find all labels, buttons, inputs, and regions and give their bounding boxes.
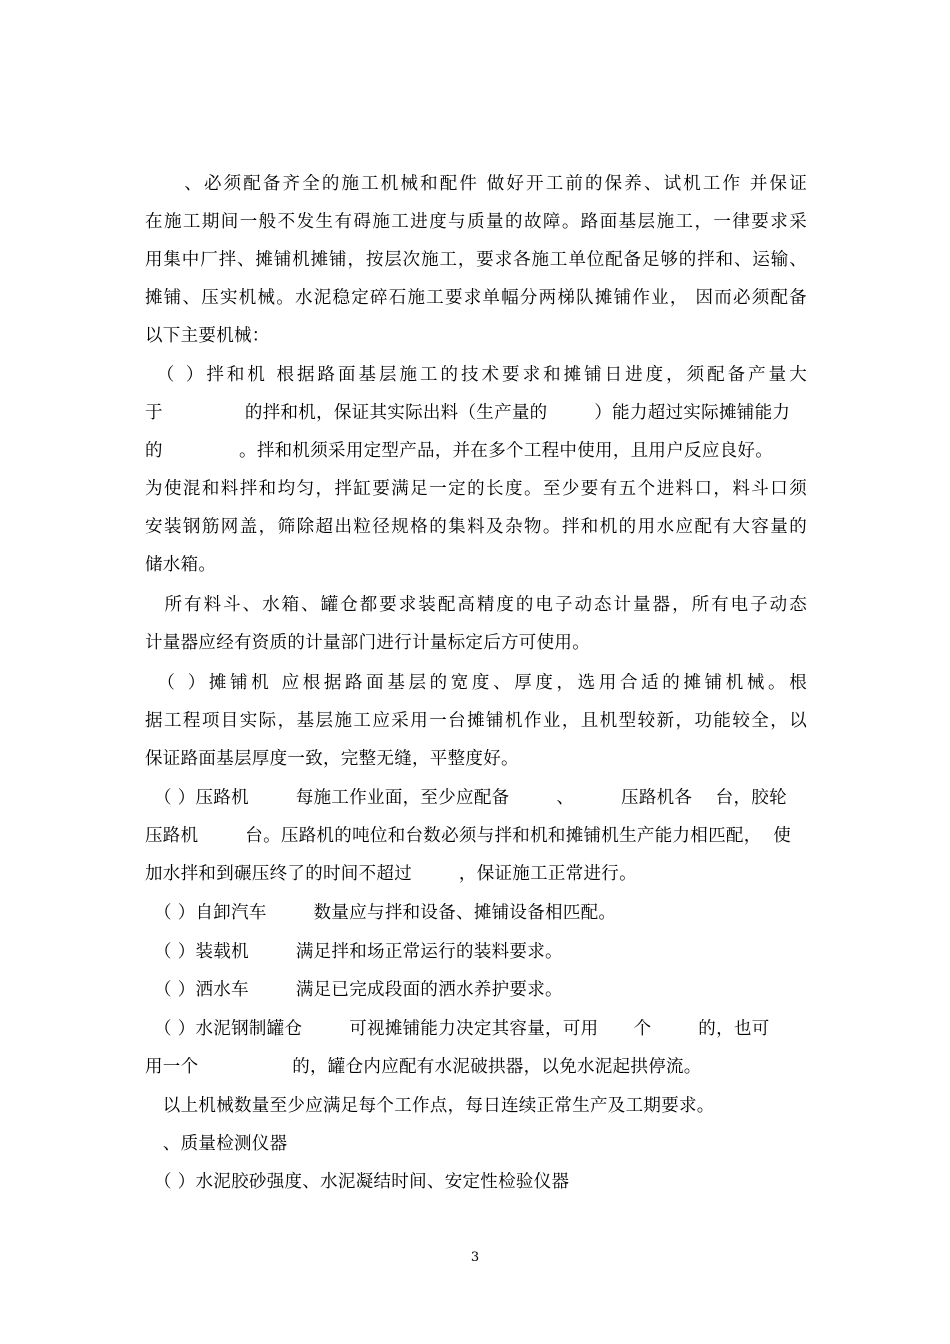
paragraph-line: （ ）拌和机 根据路面基层施工的技术要求和摊铺日进度，须配备产量大 xyxy=(145,365,807,385)
paragraph-line: 压路机 台。压路机的吨位和台数必须与拌和机和摊铺机生产能力相匹配， 使 xyxy=(145,826,792,846)
page-number: 3 xyxy=(470,1250,480,1265)
paragraph-line: （ ）自卸汽车 数量应与拌和设备、摊铺设备相匹配。 xyxy=(145,903,617,923)
paragraph-line: 于 的拌和机，保证其实际出料（生产量的 ）能力超过实际摊铺能力 xyxy=(145,403,791,423)
paragraph-line: 储水箱。 xyxy=(145,555,217,575)
paragraph-line: （ ）压路机 每施工作业面，至少应配备 、 压路机各 台，胶轮 xyxy=(145,788,787,808)
paragraph-line: 计量器应经有资质的计量部门进行计量标定后方可使用。 xyxy=(145,633,590,653)
paragraph-line: （ ）摊铺机 应根据路面基层的宽度、厚度，选用合适的摊铺机械。根 xyxy=(145,673,807,693)
paragraph-line: 据工程项目实际，基层施工应采用一台摊铺机作业，且机型较新，功能较全，以 xyxy=(145,711,807,731)
paragraph-line: （ ）水泥胶砂强度、水泥凝结时间、安定性检验仪器 xyxy=(145,1172,570,1192)
section-heading: 、质量检测仪器 xyxy=(145,1134,288,1154)
paragraph-line: 、必须配备齐全的施工机械和配件 做好开工前的保养、试机工作 并保证 xyxy=(145,174,807,194)
paragraph-line: 用一个 的，罐仓内应配有水泥破拱器，以免水泥起拱停流。 xyxy=(145,1057,702,1077)
paragraph-line: 的 。拌和机须采用定型产品，并在多个工程中使用，且用户反应良好。 xyxy=(145,441,774,461)
paragraph-line: 以上机械数量至少应满足每个工作点，每日连续正常生产及工期要求。 xyxy=(145,1096,715,1116)
paragraph-line: 摊铺、压实机械。水泥稳定碎石施工要求单幅分两梯队摊铺作业， 因而必须配备 xyxy=(145,288,807,308)
paragraph-line: 加水拌和到碾压终了的时间不超过 ，保证施工正常进行。 xyxy=(145,864,637,884)
paragraph-line: 在施工期间一般不发生有碍施工进度与质量的故障。路面基层施工，一律要求采 xyxy=(145,212,807,232)
paragraph-line: 为使混和料拌和均匀，拌缸要满足一定的长度。至少要有五个进料口，料斗口须 xyxy=(145,479,807,499)
paragraph-line: （ ）装载机 满足拌和场正常运行的装料要求。 xyxy=(145,942,563,962)
paragraph-line: 以下主要机械： xyxy=(145,326,270,346)
paragraph-line: 用集中厂拌、摊铺机摊铺，按层次施工，要求各施工单位配备足够的拌和、运输、 xyxy=(145,250,807,270)
paragraph-line: （ ）洒水车 满足已完成段面的洒水养护要求。 xyxy=(145,980,563,1000)
paragraph-line: 保证路面基层厚度一致，完整无缝，平整度好。 xyxy=(145,749,519,769)
paragraph-line: 安装钢筋网盖，筛除超出粒径规格的集料及杂物。拌和机的用水应配有大容量的 xyxy=(145,517,807,537)
paragraph-line: （ ）水泥钢制罐仓 可视摊铺能力决定其容量，可用 个 的，也可 xyxy=(145,1019,770,1039)
paragraph-line: 所有料斗、水箱、罐仓都要求装配高精度的电子动态计量器，所有电子动态 xyxy=(145,595,807,615)
